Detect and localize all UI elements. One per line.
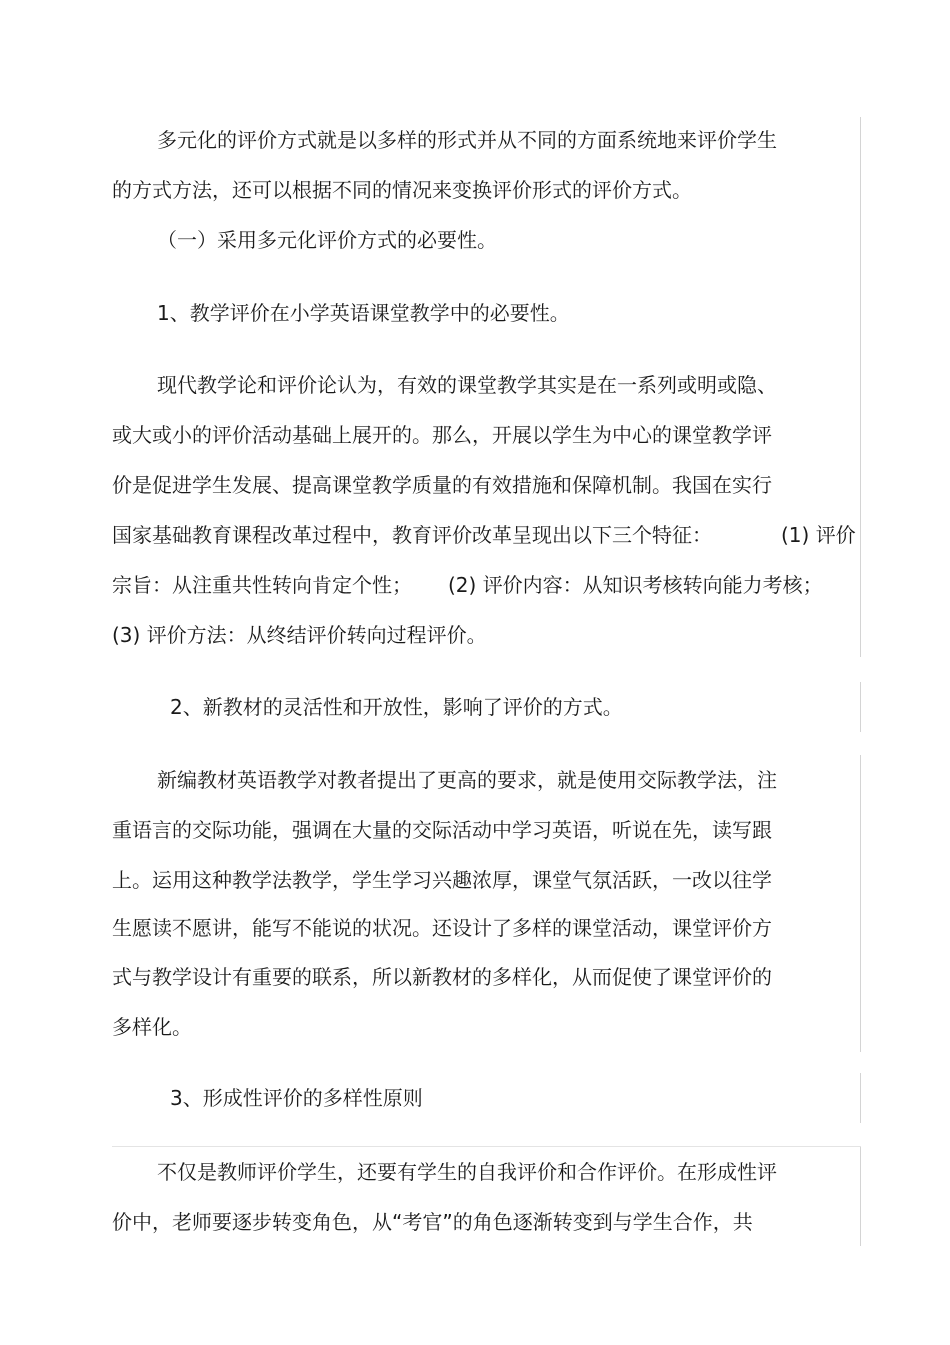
margin-rule-2	[860, 682, 861, 732]
paragraph-line: 的方式方法，还可以根据不同的情况来变换评价形式的评价方式。	[112, 178, 692, 202]
paragraph-line: 宗旨：从注重共性转向肯定个性；	[112, 573, 412, 597]
paragraph-line: 上。运用这种教学法教学，学生学习兴趣浓厚，课堂气氛活跃，一改以往学	[112, 868, 772, 892]
paragraph-line: 价是促进学生发展、提高课堂教学质量的有效措施和保障机制。我国在实行	[112, 473, 772, 497]
subsection-heading: 2、新教材的灵活性和开放性，影响了评价的方式。	[170, 695, 623, 719]
subsection-heading: 1、教学评价在小学英语课堂教学中的必要性。	[157, 301, 570, 325]
paragraph-line: (3) 评价方法：从终结评价转向过程评价。	[112, 623, 487, 647]
margin-rule-1	[860, 117, 861, 657]
section-heading: （一）采用多元化评价方式的必要性。	[157, 228, 497, 252]
paragraph-line: 式与教学设计有重要的联系，所以新教材的多样化，从而促使了课堂评价的	[112, 965, 772, 989]
margin-rule-5	[860, 1146, 861, 1246]
paragraph-line: 国家基础教育课程改革过程中，教育评价改革呈现出以下三个特征：	[112, 523, 712, 547]
paragraph-line: 生愿读不愿讲，能写不能说的状况。还设计了多样的课堂活动，课堂评价方	[112, 916, 772, 940]
paragraph-line: (1) 评价	[781, 523, 856, 547]
margin-rule-4	[860, 1073, 861, 1123]
paragraph-line: 现代教学论和评价论认为，有效的课堂教学其实是在一系列或明或隐、	[157, 373, 777, 397]
paragraph-line: 多样化。	[112, 1015, 192, 1039]
subsection-heading: 3、形成性评价的多样性原则	[170, 1086, 423, 1110]
paragraph-line: 或大或小的评价活动基础上展开的。那么，开展以学生为中心的课堂教学评	[112, 423, 772, 447]
paragraph-line: 价中，老师要逐步转变角色，从“考官”的角色逐渐转变到与学生合作，共	[112, 1210, 753, 1234]
paragraph-line: (2) 评价内容：从知识考核转向能力考核；	[448, 573, 823, 597]
margin-rule-3	[860, 755, 861, 1052]
section-divider	[112, 1146, 861, 1147]
paragraph-line: 不仅是教师评价学生，还要有学生的自我评价和合作评价。在形成性评	[157, 1160, 777, 1184]
paragraph-line: 新编教材英语教学对教者提出了更高的要求，就是使用交际教学法，注	[157, 768, 777, 792]
paragraph-line: 多元化的评价方式就是以多样的形式并从不同的方面系统地来评价学生	[157, 128, 777, 152]
paragraph-line: 重语言的交际功能，强调在大量的交际活动中学习英语，听说在先，读写跟	[112, 818, 772, 842]
